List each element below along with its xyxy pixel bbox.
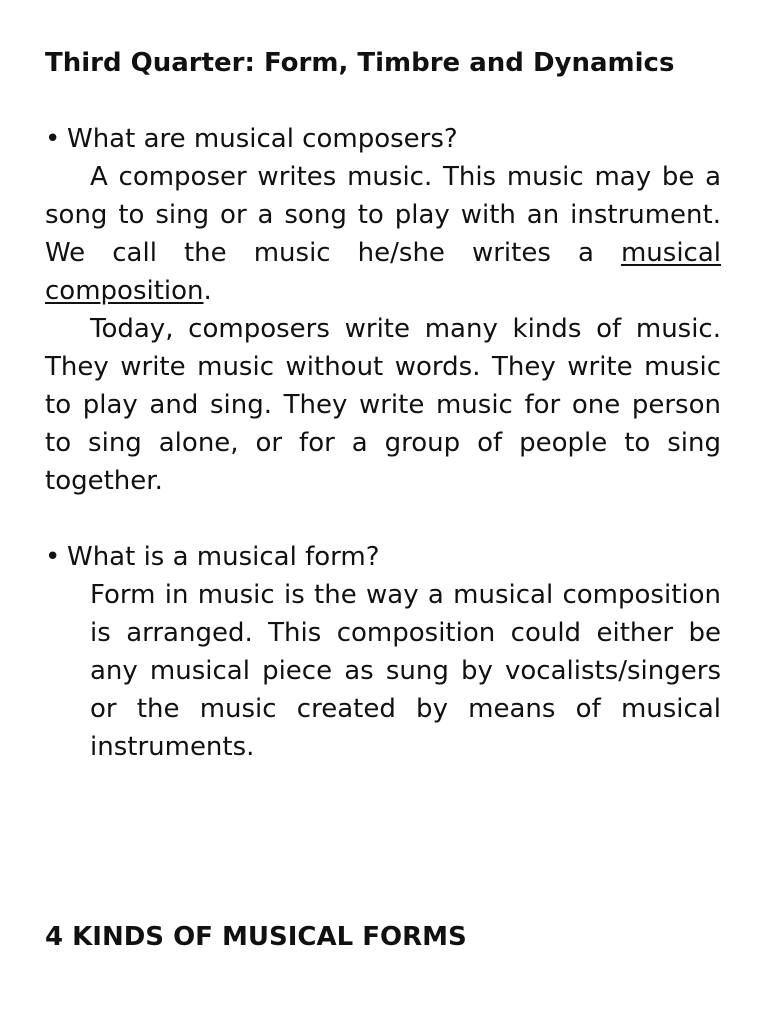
section-musical-form bbox=[45, 538, 721, 766]
page-title: Third Quarter: Form, Timbre and Dynamics bbox=[45, 48, 675, 78]
underlined-term: musical composition bbox=[45, 238, 721, 306]
section-musical-composers bbox=[45, 120, 721, 500]
paragraph-text: A composer writes music. This music may be a song to sing or a song to play with an instrument. We call the music he/she writes a bbox=[45, 162, 721, 268]
question-text: What is a musical form? bbox=[67, 542, 380, 572]
question-text: What are musical composers? bbox=[67, 124, 458, 154]
paragraph-form-definition: Form in music is the way a musical composition is arranged. This composition could either be any musical piece as sung by vocalists/singers or the music created by means of musical instruments. bbox=[90, 580, 721, 762]
bullet-icon: • bbox=[45, 124, 61, 154]
paragraph-text-end: . bbox=[203, 276, 212, 306]
bullet-question-composers bbox=[45, 120, 721, 158]
paragraph-composer-kinds: Today, composers write many kinds of music. They write music without words. They write music to play and sing. They write music for one person to sing alone, or for a group of people to sing together. bbox=[45, 314, 721, 496]
bullet-icon: • bbox=[45, 542, 61, 572]
paragraph-composer-definition bbox=[45, 158, 721, 310]
section-heading: 4 KINDS OF MUSICAL FORMS bbox=[45, 922, 467, 952]
bullet-question-form bbox=[45, 538, 721, 576]
